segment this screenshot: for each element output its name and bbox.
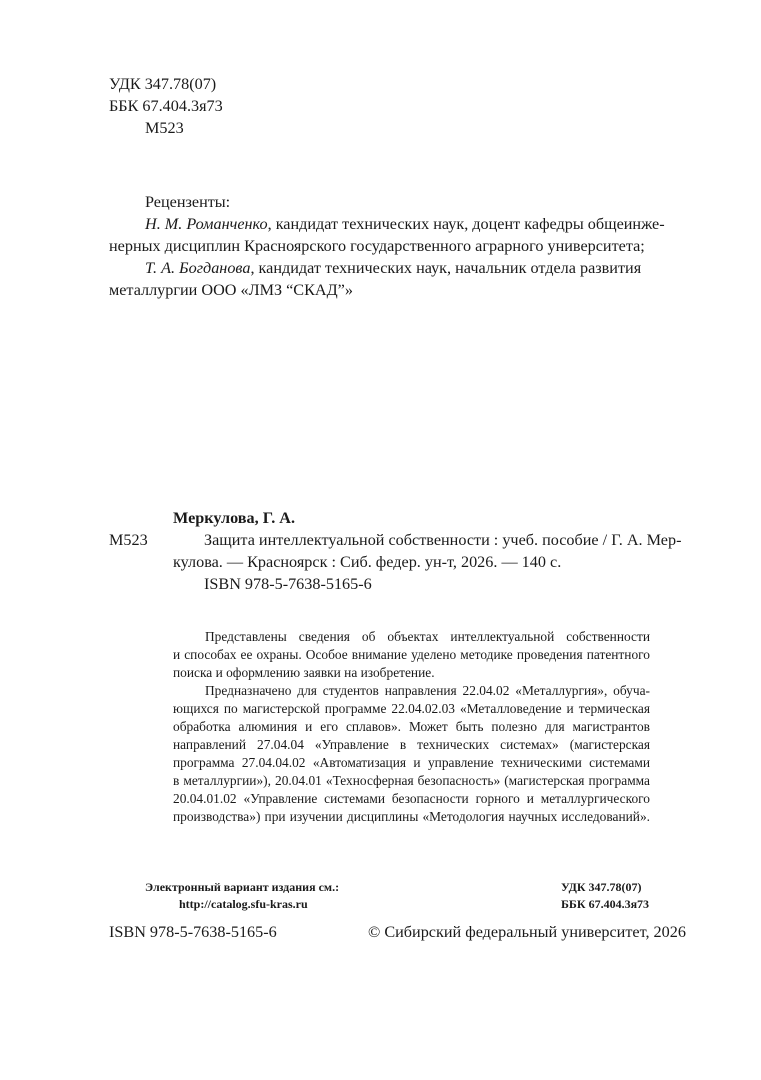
bib-mark: М523 [109,531,148,549]
reviewer-2-cont: металлургии ООО «ЛМЗ “СКАД”» [109,281,353,299]
reviewers-heading: Рецензенты: [145,193,231,211]
footer-udk: УДК 347.78(07) [561,880,642,894]
abstract-p2-line5: программа 27.04.04.02 «Автоматизация и управление техническими системами [173,755,650,770]
bib-title-line1: Защита интеллектуальной собственности : учеб. пособие / Г. А. Мер- [204,531,682,549]
abstract-p1-line3: поиска и оформлению заявки на изобретение. [173,665,435,680]
udk-code: УДК 347.78(07) [109,75,217,93]
reviewer-2-name: Т. А. Богданова [145,259,251,277]
bbk-code: ББК 67.404.3я73 [109,97,223,115]
electronic-label: Электронный вариант издания см.: [145,880,340,894]
abstract-p2-line1: Предназначено для студентов направления 22.04.02 «Металлургия», обуча- [205,683,650,698]
abstract-p2-line3: обработка алюминия и его сплавов». Может быть полезно для магистрантов [173,719,650,734]
bib-isbn: ISBN 978-5-7638-5165-6 [204,575,372,593]
bib-title-line2: кулова. — Красноярск : Сиб. федер. ун-т, 2026. — 140 с. [173,553,562,571]
reviewer-1 [145,214,665,236]
abstract-p2-line8: производства») при изучении дисциплины «Методология научных исследований». [173,809,650,824]
abstract-p1-line2: и способах ее охраны. Особое внимание уделено методике проведения патентного [173,647,650,662]
reviewer-1-name: Н. М. Романченко [145,215,268,233]
bib-author: Меркулова, Г. А. [173,509,296,527]
abstract-p2-line4: направлений 27.04.04 «Управление в технических системах» (магистерская [173,737,650,752]
abstract-p2-line6: в металлургии»), 20.04.01 «Техносферная безопасность» (магистерская программа [173,773,650,788]
abstract-p2-line7: 20.04.01.02 «Управление системами безопасности горного и металлургического [173,791,650,806]
reviewer-2-desc: , кандидат технических наук, начальник отдела развития [250,259,642,277]
reviewer-1-cont: нерных дисциплин Красноярского государственного аграрного университета; [109,237,645,255]
footer-bbk: ББК 67.404.3я73 [561,897,650,911]
electronic-url[interactable]: http://catalog.sfu-kras.ru [179,897,308,911]
author-mark: М523 [145,119,184,137]
abstract-p2-line2: ющихся по магистерской программе 22.04.02.03 «Металловедение и термическая [173,701,650,716]
reviewer-2 [145,258,641,280]
abstract-p1-line1: Представлены сведения об объектах интеллектуальной собственности [205,629,650,644]
footer-isbn: ISBN 978-5-7638-5165-6 [109,923,277,941]
reviewer-1-desc: , кандидат технических наук, доцент кафедры общеинже- [267,215,665,233]
copyright: © Сибирский федеральный университет, 2026 [368,923,686,941]
